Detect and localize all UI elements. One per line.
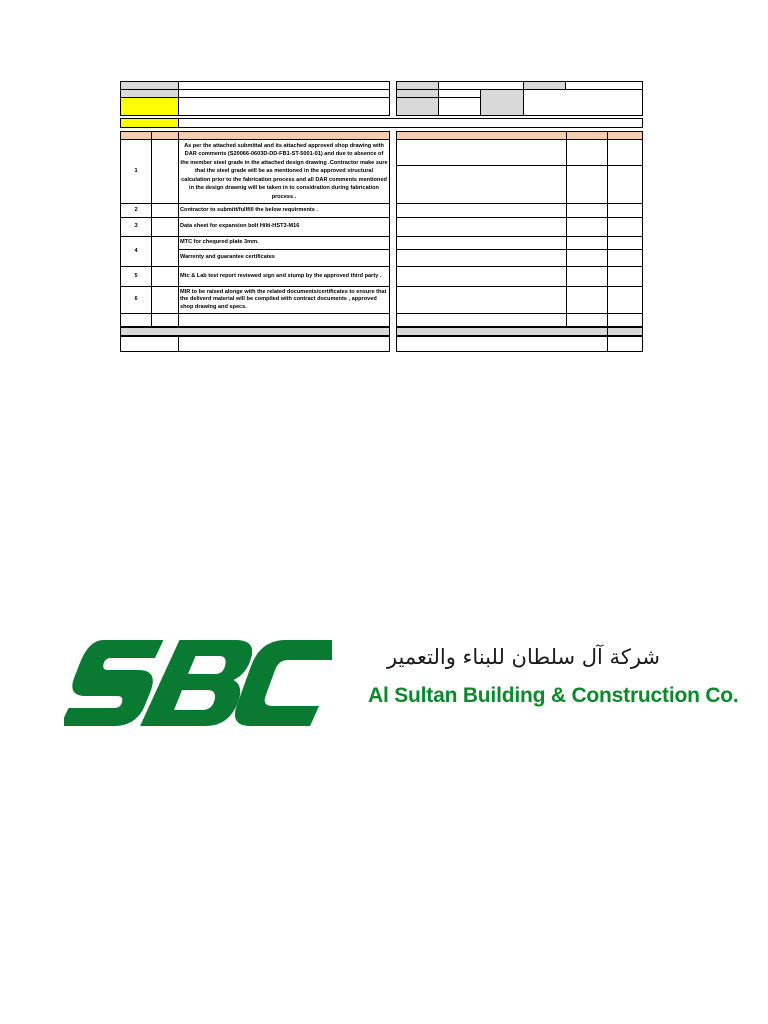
table-row-5-ref — [151, 266, 179, 287]
table-row-4b-reply — [396, 249, 567, 267]
table-row-7-code — [607, 313, 643, 327]
header-highlight-cell — [120, 97, 179, 116]
table-row-1-reply-a — [396, 139, 567, 166]
table-row-6-comment: MIR to be raised alonge with the related documents/certificates to ensure that the deliverd material will be compiled with contract documents , approved shop drawing and specs. — [180, 288, 387, 310]
header-right-label-5 — [396, 97, 439, 116]
sbc-logo — [64, 638, 332, 730]
separator-right — [396, 327, 608, 336]
table-row-6-status — [566, 286, 608, 314]
table-row-7-status — [566, 313, 608, 327]
table-row-4a-reply — [396, 236, 567, 250]
footer-right-value — [396, 336, 608, 352]
company-name-arabic: شركة آل سلطان للبناء والتعمير — [386, 645, 660, 669]
table-row-1-status-b — [566, 165, 608, 204]
table-row-4b-status — [566, 249, 608, 267]
table-row-4a-comment: MTC for chequred plate 3mm. — [180, 239, 259, 246]
table-row-6-ref — [151, 286, 179, 314]
table-row-4a-status — [566, 236, 608, 250]
table-row-1-code-a — [607, 139, 643, 166]
table-row-2-reply — [396, 203, 567, 218]
table-row-4a-code — [607, 236, 643, 250]
table-row-5-reply — [396, 266, 567, 287]
header-right-value-5 — [438, 97, 481, 116]
table-row-6-reply — [396, 286, 567, 314]
table-row-2-no: 2 — [134, 206, 138, 213]
table-row-1-no: 1 — [134, 167, 138, 174]
table-row-1-comment: As per the attached submittal and its attached approved shop drawing with DAR comments (S20066-0603D-DD-FB1-ST-5001-01) and due to absence of the member steel grade in the attached design drawing .Contractor make sure that the steel grade will be as mentioned in the approved structural calculation prior to the fabrication process and all DAR comments mentioned in the design drawnig will be taken in to considration during fabrication process . — [180, 143, 388, 200]
subject-value-cell — [178, 118, 643, 128]
table-row-3-ref — [151, 217, 179, 237]
header-right-value-4 — [523, 89, 643, 116]
table-row-5-no: 5 — [134, 272, 138, 279]
table-row-7-ref — [151, 313, 179, 327]
table-row-6-no: 6 — [134, 296, 138, 303]
separator-right-end — [607, 327, 643, 336]
header-right-label-4 — [480, 89, 524, 116]
table-row-4-ref — [151, 236, 179, 267]
table-row-3-no: 3 — [134, 223, 138, 230]
table-row-1-reply-b — [396, 165, 567, 204]
header-value-cell-3 — [178, 97, 390, 116]
table-row-3-status — [566, 217, 608, 237]
table-row-1-status-a — [566, 139, 608, 166]
table-row-3-reply — [396, 217, 567, 237]
table-row-1-code-b — [607, 165, 643, 204]
table-row-2-code — [607, 203, 643, 218]
table-row-2-comment: Contractor to submitt/fullfill the below requirments . — [180, 206, 318, 213]
table-row-4b-code — [607, 249, 643, 267]
table-row-4b-comment: Warrenty and guarantee certificates — [180, 254, 275, 261]
footer-label-cell — [120, 336, 179, 352]
footer-right-end — [607, 336, 643, 352]
table-row-4-no: 4 — [134, 247, 138, 254]
table-row-3-code — [607, 217, 643, 237]
footer-value-cell — [178, 336, 390, 352]
table-row-2-ref — [151, 203, 179, 218]
table-row-5-status — [566, 266, 608, 287]
table-row-2-status — [566, 203, 608, 218]
table-row-5-comment: Mtc & Lab test report reviewed sign and stump by the approved third party . — [180, 272, 382, 279]
company-name-english: Al Sultan Building & Construction Co. — [368, 684, 739, 707]
table-row-7-no — [120, 313, 152, 327]
table-row-1-ref — [151, 139, 179, 204]
table-row-7-reply — [396, 313, 567, 327]
table-row-3-comment: Data sheet for expansion bolt Hilti-HST3-M16 — [180, 223, 300, 230]
subject-highlight-cell — [120, 118, 179, 128]
table-row-6-code — [607, 286, 643, 314]
table-row-5-code — [607, 266, 643, 287]
table-row-7-comment — [178, 313, 390, 327]
separator-left — [120, 327, 390, 336]
